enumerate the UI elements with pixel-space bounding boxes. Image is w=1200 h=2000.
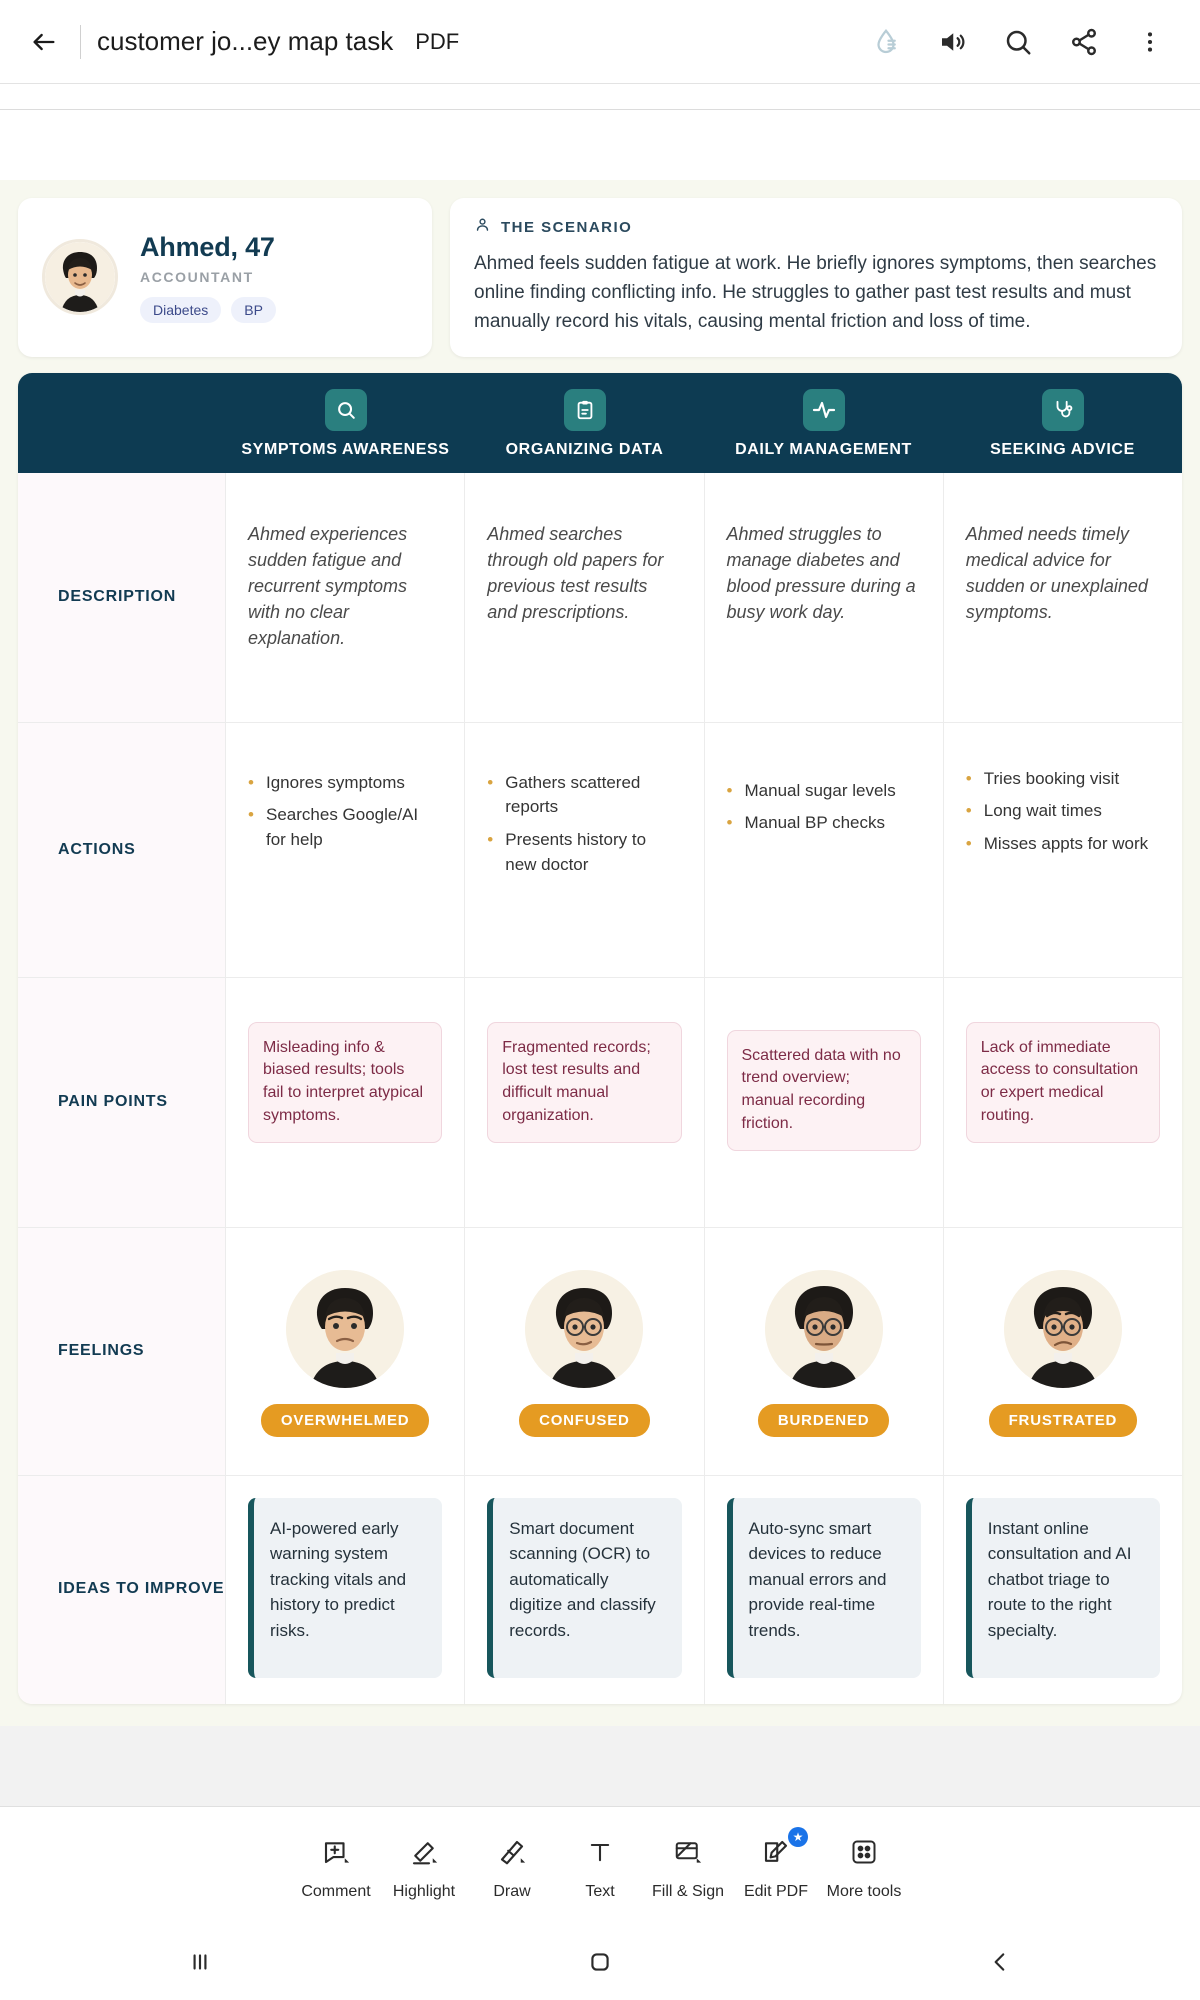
description-text: Ahmed struggles to manage diabetes and blood pressure during a busy work day. xyxy=(726,523,916,622)
persona-tag: BP xyxy=(231,297,276,323)
persona-card xyxy=(18,198,432,357)
pain-point-box xyxy=(487,1022,681,1143)
annotation-toolbar xyxy=(0,1806,1200,1924)
person-icon xyxy=(474,216,491,238)
feeling-cell xyxy=(226,1228,465,1475)
pain-point-cell xyxy=(944,978,1182,1227)
journey-header-row xyxy=(18,373,1182,473)
text-icon xyxy=(586,1831,614,1873)
idea-text: Instant online consultation and AI chatbot triage to route to the right specialty. xyxy=(987,1518,1132,1640)
row-label-actions: ACTIONS xyxy=(18,723,226,977)
row-label-feelings: FEELINGS xyxy=(18,1228,226,1475)
feeling-chip: OVERWHELMED xyxy=(261,1404,430,1437)
description-cell xyxy=(705,473,944,722)
pain-point-cell xyxy=(226,978,465,1227)
list-item: • Ignores symptoms xyxy=(248,771,442,796)
idea-box xyxy=(727,1498,921,1678)
stage-label: SYMPTOMS AWARENESS xyxy=(241,440,450,458)
water-drop-icon[interactable] xyxy=(860,16,912,68)
idea-box xyxy=(487,1498,681,1678)
tool-label: Highlight xyxy=(392,1882,456,1900)
list-item: • Manual BP checks xyxy=(727,811,921,836)
idea-box xyxy=(966,1498,1160,1678)
scenario-card xyxy=(450,198,1182,357)
journey-row-description xyxy=(18,473,1182,723)
description-text: Ahmed experiences sudden fatigue and recurrent symptoms with no clear explanation. xyxy=(248,523,408,648)
persona-name: Ahmed, 47 xyxy=(140,231,275,262)
list-item: • Long wait times xyxy=(966,799,1160,824)
sound-icon[interactable] xyxy=(926,16,978,68)
pain-point-text: Scattered data with no trend overview; manual recording friction. xyxy=(741,1046,901,1132)
system-navigation-bar xyxy=(0,1924,1200,2000)
tool-label: Text xyxy=(585,1882,615,1900)
journey-row-actions xyxy=(18,723,1182,978)
feeling-chip: BURDENED xyxy=(758,1404,889,1437)
idea-text: Smart document scanning (OCR) to automatically digitize and classify records. xyxy=(509,1518,656,1640)
home-icon[interactable] xyxy=(540,1949,660,1975)
overflow-menu-icon[interactable] xyxy=(1124,16,1176,68)
scenario-header xyxy=(474,216,1158,238)
actions-cell xyxy=(944,723,1182,977)
feeling-chip: CONFUSED xyxy=(519,1404,650,1437)
stethoscope-icon xyxy=(1042,389,1084,431)
actions-list xyxy=(487,771,681,878)
recents-icon[interactable] xyxy=(140,1949,260,1975)
actions-cell xyxy=(705,723,944,977)
page-top-gap xyxy=(0,84,1200,110)
pain-point-cell xyxy=(705,978,944,1227)
scenario-title: THE SCENARIO xyxy=(501,218,633,236)
feeling-cell xyxy=(944,1228,1182,1475)
pain-point-cell xyxy=(465,978,704,1227)
idea-cell xyxy=(705,1476,944,1704)
toolbar-divider xyxy=(80,25,81,59)
list-item: • Gathers scattered reports xyxy=(487,771,681,820)
document-type-label: PDF xyxy=(415,28,460,54)
list-item: • Searches Google/AI for help xyxy=(248,803,442,852)
idea-text: AI-powered early warning system tracking vitals and history to predict risks. xyxy=(270,1518,407,1640)
stage-header-symptoms-awareness xyxy=(226,373,465,473)
persona-info xyxy=(140,232,276,323)
tool-label: Comment xyxy=(301,1882,371,1900)
edit-pdf-icon xyxy=(761,1831,791,1873)
avatar-image xyxy=(45,242,115,312)
clipboard-icon xyxy=(564,389,606,431)
stage-header-daily-management xyxy=(704,373,943,473)
page-margin xyxy=(0,110,1200,180)
actions-list xyxy=(727,779,921,836)
journey-row-ideas xyxy=(18,1476,1182,1704)
description-text: Ahmed searches through old papers for previous test results and prescriptions. xyxy=(487,523,664,622)
back-icon[interactable] xyxy=(940,1949,1060,1975)
search-icon[interactable] xyxy=(992,16,1044,68)
idea-text: Auto-sync smart devices to reduce manual errors and provide real-time trends. xyxy=(748,1518,887,1640)
highlight-icon xyxy=(409,1831,439,1873)
actions-cell xyxy=(226,723,465,977)
premium-badge: ★ xyxy=(788,1827,808,1847)
description-cell xyxy=(944,473,1182,722)
actions-list xyxy=(248,771,442,853)
tool-edit-pdf[interactable] xyxy=(732,1831,820,1901)
more-tools-icon xyxy=(850,1831,878,1873)
pain-point-box xyxy=(727,1030,921,1151)
stage-label: DAILY MANAGEMENT xyxy=(735,440,912,458)
draw-icon xyxy=(497,1831,527,1873)
search-icon xyxy=(325,389,367,431)
feeling-avatar xyxy=(525,1270,643,1388)
persona-tags xyxy=(140,297,276,323)
journey-map-table xyxy=(18,373,1182,1704)
journey-row-pain-points xyxy=(18,978,1182,1228)
tool-fill-sign[interactable] xyxy=(644,1831,732,1901)
share-icon[interactable] xyxy=(1058,16,1110,68)
row-label-description: DESCRIPTION xyxy=(18,473,226,722)
pain-point-text: Misleading info & biased results; tools fail to interpret atypical symptoms. xyxy=(263,1038,424,1124)
pain-point-box xyxy=(248,1022,442,1143)
stage-label: SEEKING ADVICE xyxy=(990,440,1135,458)
document-scroll-area[interactable] xyxy=(0,84,1200,1806)
list-item: • Misses appts for work xyxy=(966,832,1160,857)
tool-label: Edit PDF xyxy=(743,1882,808,1900)
idea-cell xyxy=(226,1476,465,1704)
journey-header-corner xyxy=(18,373,226,473)
persona-role: ACCOUNTANT xyxy=(140,268,254,285)
tool-draw[interactable] xyxy=(468,1831,556,1901)
pulse-icon xyxy=(803,389,845,431)
feeling-avatar xyxy=(765,1270,883,1388)
idea-box xyxy=(248,1498,442,1678)
tool-more-tools[interactable] xyxy=(820,1831,908,1901)
list-item: • Manual sugar levels xyxy=(727,779,921,804)
comment-icon xyxy=(321,1831,351,1873)
bottom-bar xyxy=(0,1806,1200,2000)
feeling-chip: FRUSTRATED xyxy=(989,1404,1138,1437)
pain-point-text: Lack of immediate access to consultation or expert medical routing. xyxy=(980,1038,1139,1124)
back-arrow-icon[interactable] xyxy=(22,20,66,64)
fill-sign-icon xyxy=(673,1831,703,1873)
list-item: • Presents history to new doctor xyxy=(487,828,681,877)
feeling-cell xyxy=(465,1228,704,1475)
tool-label: Draw xyxy=(493,1882,531,1900)
idea-cell xyxy=(465,1476,704,1704)
top-app-bar xyxy=(0,0,1200,84)
stage-label: ORGANIZING DATA xyxy=(505,440,664,458)
pain-point-text: Fragmented records; lost test results and difficult manual organization. xyxy=(502,1038,651,1124)
avatar xyxy=(42,239,118,315)
tool-label: Fill & Sign xyxy=(651,1882,725,1900)
tool-text[interactable] xyxy=(556,1831,644,1901)
pdf-page xyxy=(0,180,1200,1726)
actions-cell xyxy=(465,723,704,977)
journey-row-feelings xyxy=(18,1228,1182,1476)
feeling-avatar xyxy=(1004,1270,1122,1388)
list-item: • Tries booking visit xyxy=(966,767,1160,792)
row-label-ideas: IDEAS TO IMPROVE xyxy=(18,1476,226,1704)
stage-header-organizing-data xyxy=(465,373,704,473)
persona-row xyxy=(18,198,1182,357)
description-text: Ahmed needs timely medical advice for sudden or unexplained symptoms. xyxy=(965,523,1148,622)
feeling-cell xyxy=(705,1228,944,1475)
tool-highlight[interactable] xyxy=(380,1831,468,1901)
description-cell xyxy=(465,473,704,722)
stage-header-seeking-advice xyxy=(943,373,1182,473)
page-bottom-gap xyxy=(0,1726,1200,1770)
tool-label: More tools xyxy=(826,1882,902,1900)
idea-cell xyxy=(944,1476,1182,1704)
pain-point-box xyxy=(966,1022,1160,1143)
row-label-pain-points: PAIN POINTS xyxy=(18,978,226,1227)
document-title: customer jo...ey map task xyxy=(97,26,394,56)
persona-tag: Diabetes xyxy=(140,297,221,323)
description-cell xyxy=(226,473,465,722)
feeling-avatar xyxy=(286,1270,404,1388)
tool-comment[interactable] xyxy=(292,1831,380,1901)
scenario-body: Ahmed feels sudden fatigue at work. He briefly ignores symptoms, then searches online finding conflicting info. He struggles to gather past test results and must manually record his vitals, causing mental friction and loss of time. xyxy=(474,253,1157,332)
actions-list xyxy=(966,767,1160,857)
